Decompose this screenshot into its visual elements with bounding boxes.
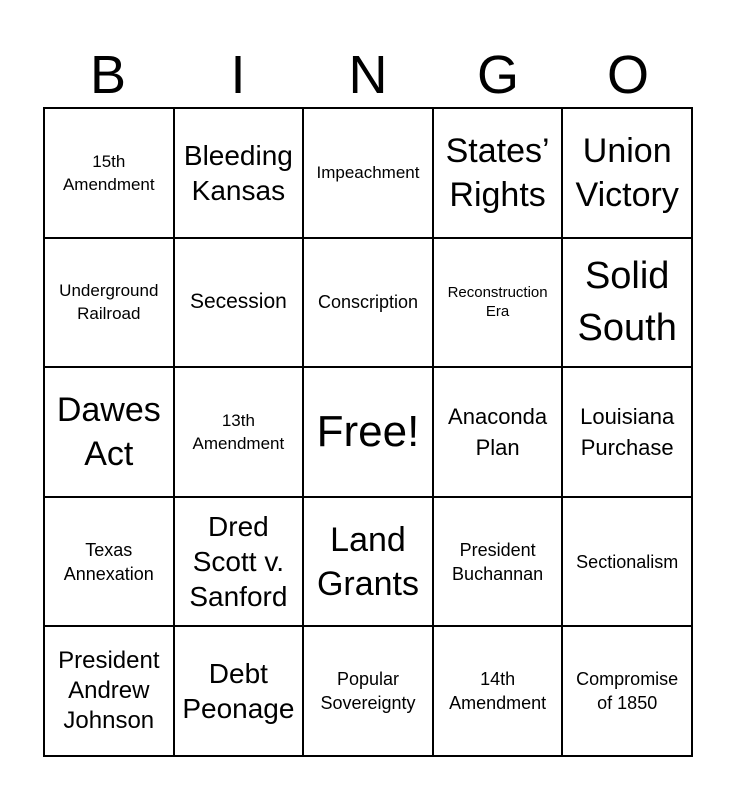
bingo-cell[interactable] — [174, 497, 304, 627]
bingo-cell[interactable] — [44, 497, 174, 627]
cell-label: Union Victory — [575, 131, 679, 214]
cell-label: States’ Rights — [445, 131, 550, 214]
cell-label: Impeachment — [316, 163, 420, 183]
cell-label: President Buchannan — [452, 539, 544, 584]
cell-label: 15th Amendment — [62, 151, 155, 194]
bingo-cell[interactable] — [44, 238, 174, 368]
header-letter-n: N — [348, 45, 388, 105]
bingo-cell[interactable] — [433, 626, 563, 756]
cell-label: Sectionalism — [576, 551, 679, 572]
cell-label: 13th Amendment — [192, 410, 285, 453]
bingo-cell[interactable] — [174, 238, 304, 368]
header-letter-o: O — [606, 45, 649, 105]
bingo-cell[interactable] — [303, 108, 433, 238]
cell-label: Debt Peonage — [182, 658, 295, 725]
bingo-header — [43, 42, 693, 108]
cell-label: Secession — [189, 290, 287, 314]
bingo-cell[interactable] — [433, 108, 563, 238]
cell-label: Anaconda Plan — [448, 403, 548, 460]
bingo-cell[interactable] — [433, 238, 563, 368]
cell-label: Underground Railroad — [59, 281, 159, 324]
bingo-cell[interactable] — [562, 367, 692, 497]
cell-label: Conscription — [317, 292, 419, 313]
cell-label: Texas Annexation — [63, 539, 154, 584]
cell-label: 14th Amendment — [449, 669, 547, 714]
bingo-cell[interactable] — [562, 497, 692, 627]
bingo-cell[interactable] — [174, 626, 304, 756]
header-letter-i: I — [230, 45, 246, 105]
bingo-cell[interactable] — [174, 367, 304, 497]
bingo-cell[interactable] — [562, 238, 692, 368]
bingo-cell[interactable] — [562, 108, 692, 238]
bingo-cell[interactable] — [44, 626, 174, 756]
header-letter-b: B — [89, 45, 127, 105]
free-space-cell[interactable] — [303, 367, 433, 497]
cell-label: Bleeding Kansas — [183, 139, 293, 206]
header-letter-g: G — [476, 45, 519, 105]
cell-label: Dred Scott v. Sanford — [189, 511, 288, 613]
bingo-grid — [43, 107, 693, 757]
bingo-cell[interactable] — [433, 367, 563, 497]
cell-label: Reconstruction Era — [447, 284, 548, 321]
cell-label: Compromise of 1850 — [576, 669, 679, 714]
cell-label: Dawes Act — [56, 390, 161, 473]
bingo-cell[interactable] — [174, 108, 304, 238]
bingo-cell[interactable] — [303, 238, 433, 368]
free-space-label: Free! — [316, 406, 420, 456]
bingo-cell[interactable] — [303, 497, 433, 627]
cell-label: President Andrew Johnson — [58, 647, 160, 735]
cell-label: Popular Sovereignty — [320, 669, 416, 714]
bingo-cell[interactable] — [562, 626, 692, 756]
bingo-cell[interactable] — [303, 626, 433, 756]
bingo-cell[interactable] — [433, 497, 563, 627]
bingo-cell[interactable] — [44, 367, 174, 497]
cell-label: Solid South — [577, 255, 677, 350]
bingo-cell[interactable] — [44, 108, 174, 238]
cell-label: Land Grants — [316, 520, 420, 603]
cell-label: Louisiana Purchase — [580, 403, 675, 460]
